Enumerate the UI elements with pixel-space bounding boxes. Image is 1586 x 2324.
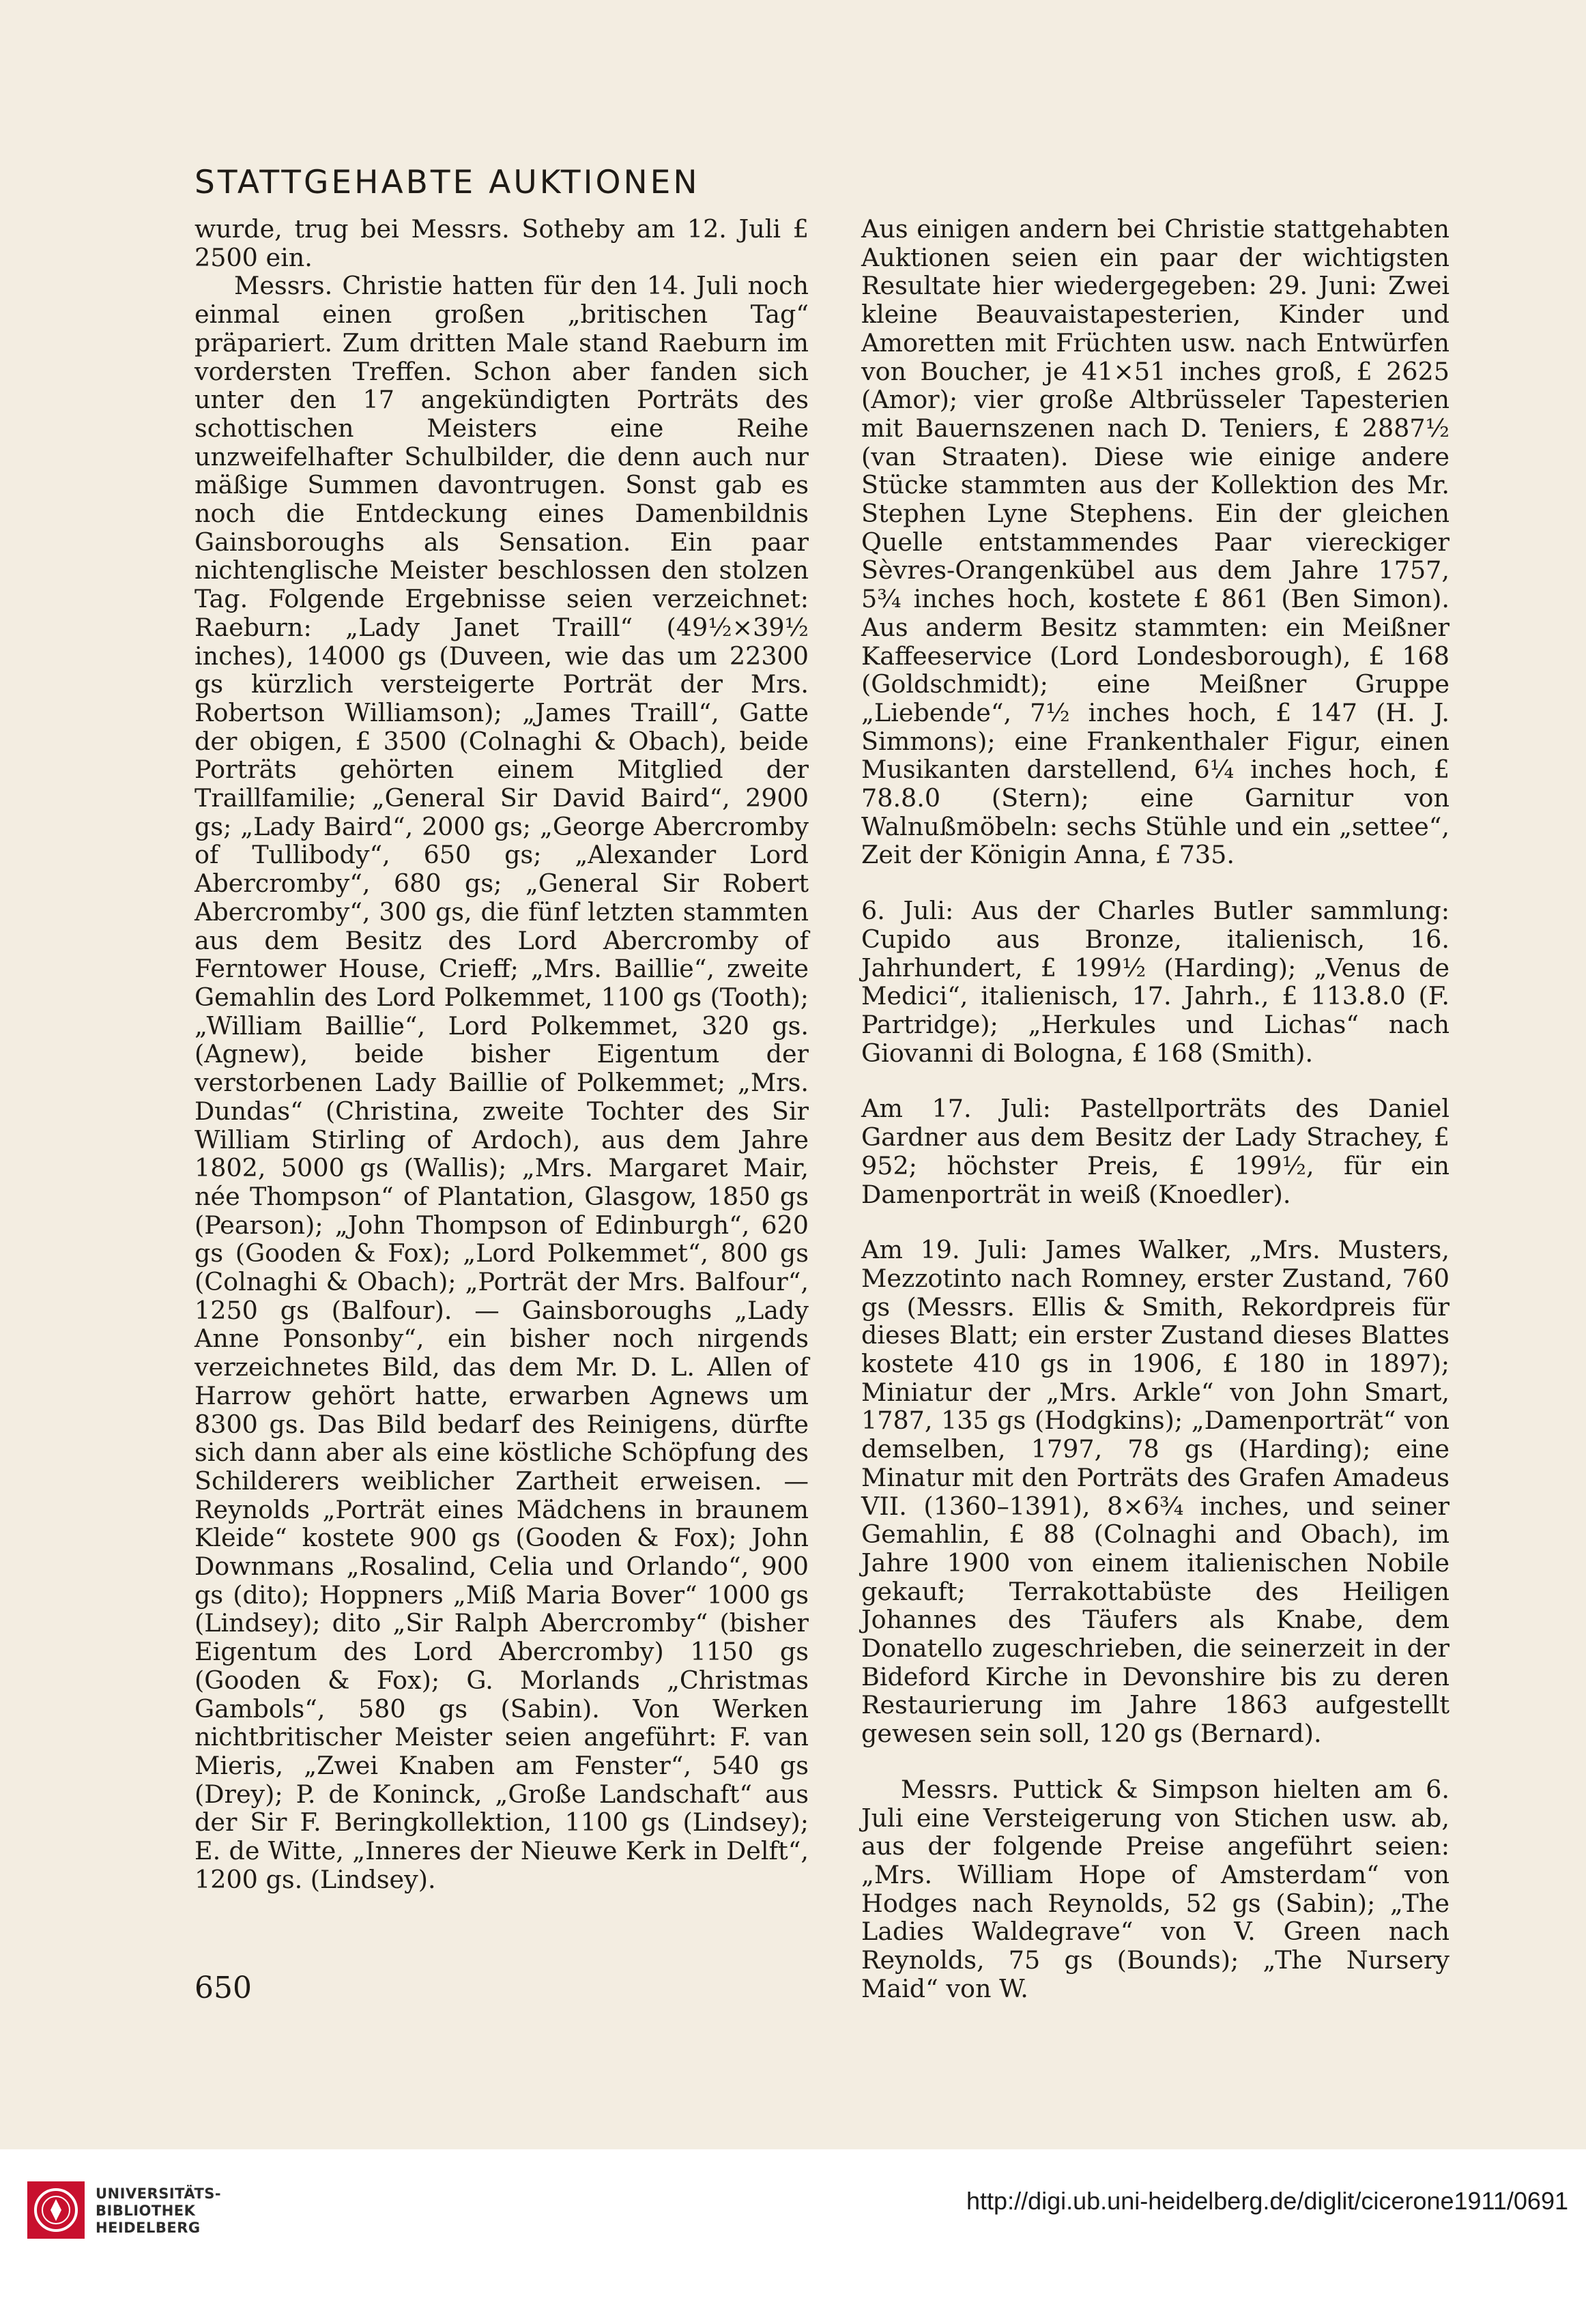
right-paragraph-2: 6. Juli: Aus der Charles Butler sammlung: Cupido aus Bronze, italienisch, 16. Jahrhundert, £ 199½ (Harding); „Venus de Medici“, italienisch, 17. Jahrh., £ 113.8.0 (F. Partridge); „Herkules und Lichas“ nach Giovanni di Bologna, £ 168 (Smith). — [861, 896, 1450, 1068]
page-number: 650 — [194, 1971, 252, 2005]
right-column — [861, 215, 1450, 2003]
right-paragraph-1: Aus einigen andern bei Christie stattgehabten Auktionen seien ein paar der wichtigsten Resultate hier wiedergegeben: 29. Juni: Zwei kleine Beauvaistapesterien, Kinder und Amoretten mit Früchten usw. nach Entwürfen von Boucher, je 41×51 inches groß, £ 2625 (Amor); vier große Altbrüsseler Tapesterien mit Bauernszenen nach D. Teniers, £ 2887½ (van Straaten). Diese wie einige andere Stücke stammten aus der Kollektion des Mr. Stephen Lyne Stephens. Ein der gleichen Quelle entstammendes Paar viereckiger Sèvres-Orangenkübel aus dem Jahre 1757, 5¾ inches hoch, kostete £ 861 (Ben Simon). Aus anderm Besitz stammten: ein Meißner Kaffeeservice (Lord Londesborough), £ 168 (Goldschmidt); eine Meißner Gruppe „Liebende“, 7½ inches hoch, £ 147 (H. J. Simmons); eine Frankenthaler Figur, einen Musikanten darstellend, 6¼ inches hoch, £ 78.8.0 (Stern); eine Garnitur von Walnußmöbeln: sechs Stühle und ein „settee“, Zeit der Königin Anna, £ 735. — [861, 214, 1450, 870]
library-name-line-2: BIBLIOTHEK — [96, 2203, 196, 2219]
source-url-link[interactable]: http://digi.ub.uni-heidelberg.de/diglit/cicerone1911/0691 — [966, 2187, 1568, 2215]
right-paragraph-5: Messrs. Puttick & Simpson hielten am 6. Juli eine Versteigerung von Stichen usw. ab, aus der folgende Preise angeführt seien: „Mrs. William Hope of Amsterdam“ von Hodges nach Reynolds, 52 gs (Sabin); „The Ladies Waldegrave“ von V. Green nach Reynolds, 75 gs (Bounds); „The Nursery Maid“ von W. — [861, 1774, 1450, 2003]
left-paragraph-1: wurde, trug bei Messrs. Sotheby am 12. Juli £ 2500 ein. — [194, 214, 809, 272]
footer-bar — [0, 2149, 1586, 2324]
left-column — [194, 215, 809, 1893]
left-paragraph-2: Messrs. Christie hatten für den 14. Juli noch einmal einen großen „britischen Tag“ präpariert. Zum dritten Male stand Raeburn im vordersten Treffen. Schon aber fanden sich unter den 17 angekündigten Porträts des schottischen Meisters eine Reihe unzweifelhafter Schulbilder, die denn auch nur mäßige Summen davontrugen. Sonst gab es noch die Entdeckung eines Damenbildnis Gainsboroughs als Sensation. Ein paar nichtenglische Meister beschlossen den stolzen Tag. Folgende Ergebnisse seien verzeichnet: Raeburn: „Lady Janet Traill“ (49½×39½ inches), 14000 gs (Duveen, wie das um 22300 gs kürzlich versteigerte Porträt der Mrs. Robertson Williamson); „James Traill“, Gatte der obigen, £ 3500 (Colnaghi & Obach), beide Porträts gehörten einem Mitglied der Traillfamilie; „General Sir David Baird“, 2900 gs; „Lady Baird“, 2000 gs; „George Abercromby of Tullibody“, 650 gs; „Alexander Lord Abercromby“, 680 gs; „General Sir Robert Abercromby“, 300 gs, die fünf letzten stammten aus dem Besitz des Lord Abercromby of Ferntower House, Crieff; „Mrs. Baillie“, zweite Gemahlin des Lord Polkemmet, 1100 gs (Tooth); „William Baillie“, Lord Polkemmet, 320 gs. (Agnew), beide bisher Eigentum der verstorbenen Lady Baillie of Polkemmet; „Mrs. Dundas“ (Christina, zweite Tochter des Sir William Stirling of Ardoch), aus dem Jahre 1802, 5000 gs (Wallis); „Mrs. Margaret Mair, née Thompson“ of Plantation, Glasgow, 1850 gs (Pearson); „John Thompson of Edinburgh“, 620 gs (Gooden & Fox); „Lord Polkemmet“, 800 gs (Colnaghi & Obach); „Porträt der Mrs. Balfour“, 1250 gs (Balfour). — Gainsboroughs „Lady Anne Ponsonby“, ein bisher noch nirgends verzeichnetes Bild, das dem Mr. D. L. Allen of Harrow gehört hatte, erwarben Agnews um 8300 gs. Das Bild bedarf des Reinigens, dürfte sich dann aber als eine köstliche Schöpfung des Schilderers weiblicher Zartheit erweisen. — Reynolds „Porträt eines Mädchens in braunem Kleide“ kostete 900 gs (Gooden & Fox); John Downmans „Rosalind, Celia und Orlando“, 900 gs (dito); Hoppners „Miß Maria Bover“ 1000 gs (Lindsey); dito „Sir Ralph Abercromby“ (bisher Eigentum des Lord Abercromby) 1150 gs (Gooden & Fox); G. Morlands „Christmas Gambols“, 580 gs (Sabin). Von Werken nichtbritischer Meister seien angeführt: F. van Mieris, „Zwei Knaben am Fenster“, 540 gs (Drey); P. de Koninck, „Große Landschaft“ aus der Sir F. Beringkollektion, 1100 gs (Lindsey); E. de Witte, „Inneres der Nieuwe Kerk in Delft“, 1200 gs. (Lindsey). — [194, 271, 809, 1894]
university-seal-icon — [27, 2181, 85, 2239]
library-name-line-3: HEIDELBERG — [96, 2220, 201, 2236]
library-name — [96, 2185, 221, 2237]
running-header: STATTGEHABTE AUKTIONEN — [194, 164, 700, 201]
library-name-line-1: UNIVERSITÄTS- — [96, 2185, 222, 2202]
right-paragraph-4: Am 19. Juli: James Walker, „Mrs. Musters, Mezzotinto nach Romney, erster Zustand, 760 gs (Messrs. Ellis & Smith, Rekordpreis für dieses Blatt; ein erster Zustand dieses Blattes kostete 410 gs in 1906, £ 180 in 1897); Miniatur der „Mrs. Arkle“ von John Smart, 1787, 135 gs (Hodgkins); „Damenporträt“ von demselben, 1797, 78 gs (Harding); eine Minatur mit den Porträts des Grafen Amadeus VII. (1360–1391), 8×6¾ inches, und seiner Gemahlin, £ 88 (Colnaghi and Obach), im Jahre 1900 von einem italienischen Nobile gekauft; Terrakottabüste des Heiligen Johannes des Täufers als Knabe, dem Donatello zugeschrieben, die seinerzeit in der Bideford Kirche in Devonshire bis zu deren Restaurierung im Jahre 1863 aufgestellt gewesen sein soll, 120 gs (Bernard). — [861, 1235, 1450, 1749]
right-paragraph-3: Am 17. Juli: Pastellporträts des Daniel Gardner aus dem Besitz der Lady Strachey, £ 952; höchster Preis, £ 199½, für ein Damenporträt in weiß (Knoedler). — [861, 1094, 1450, 1209]
